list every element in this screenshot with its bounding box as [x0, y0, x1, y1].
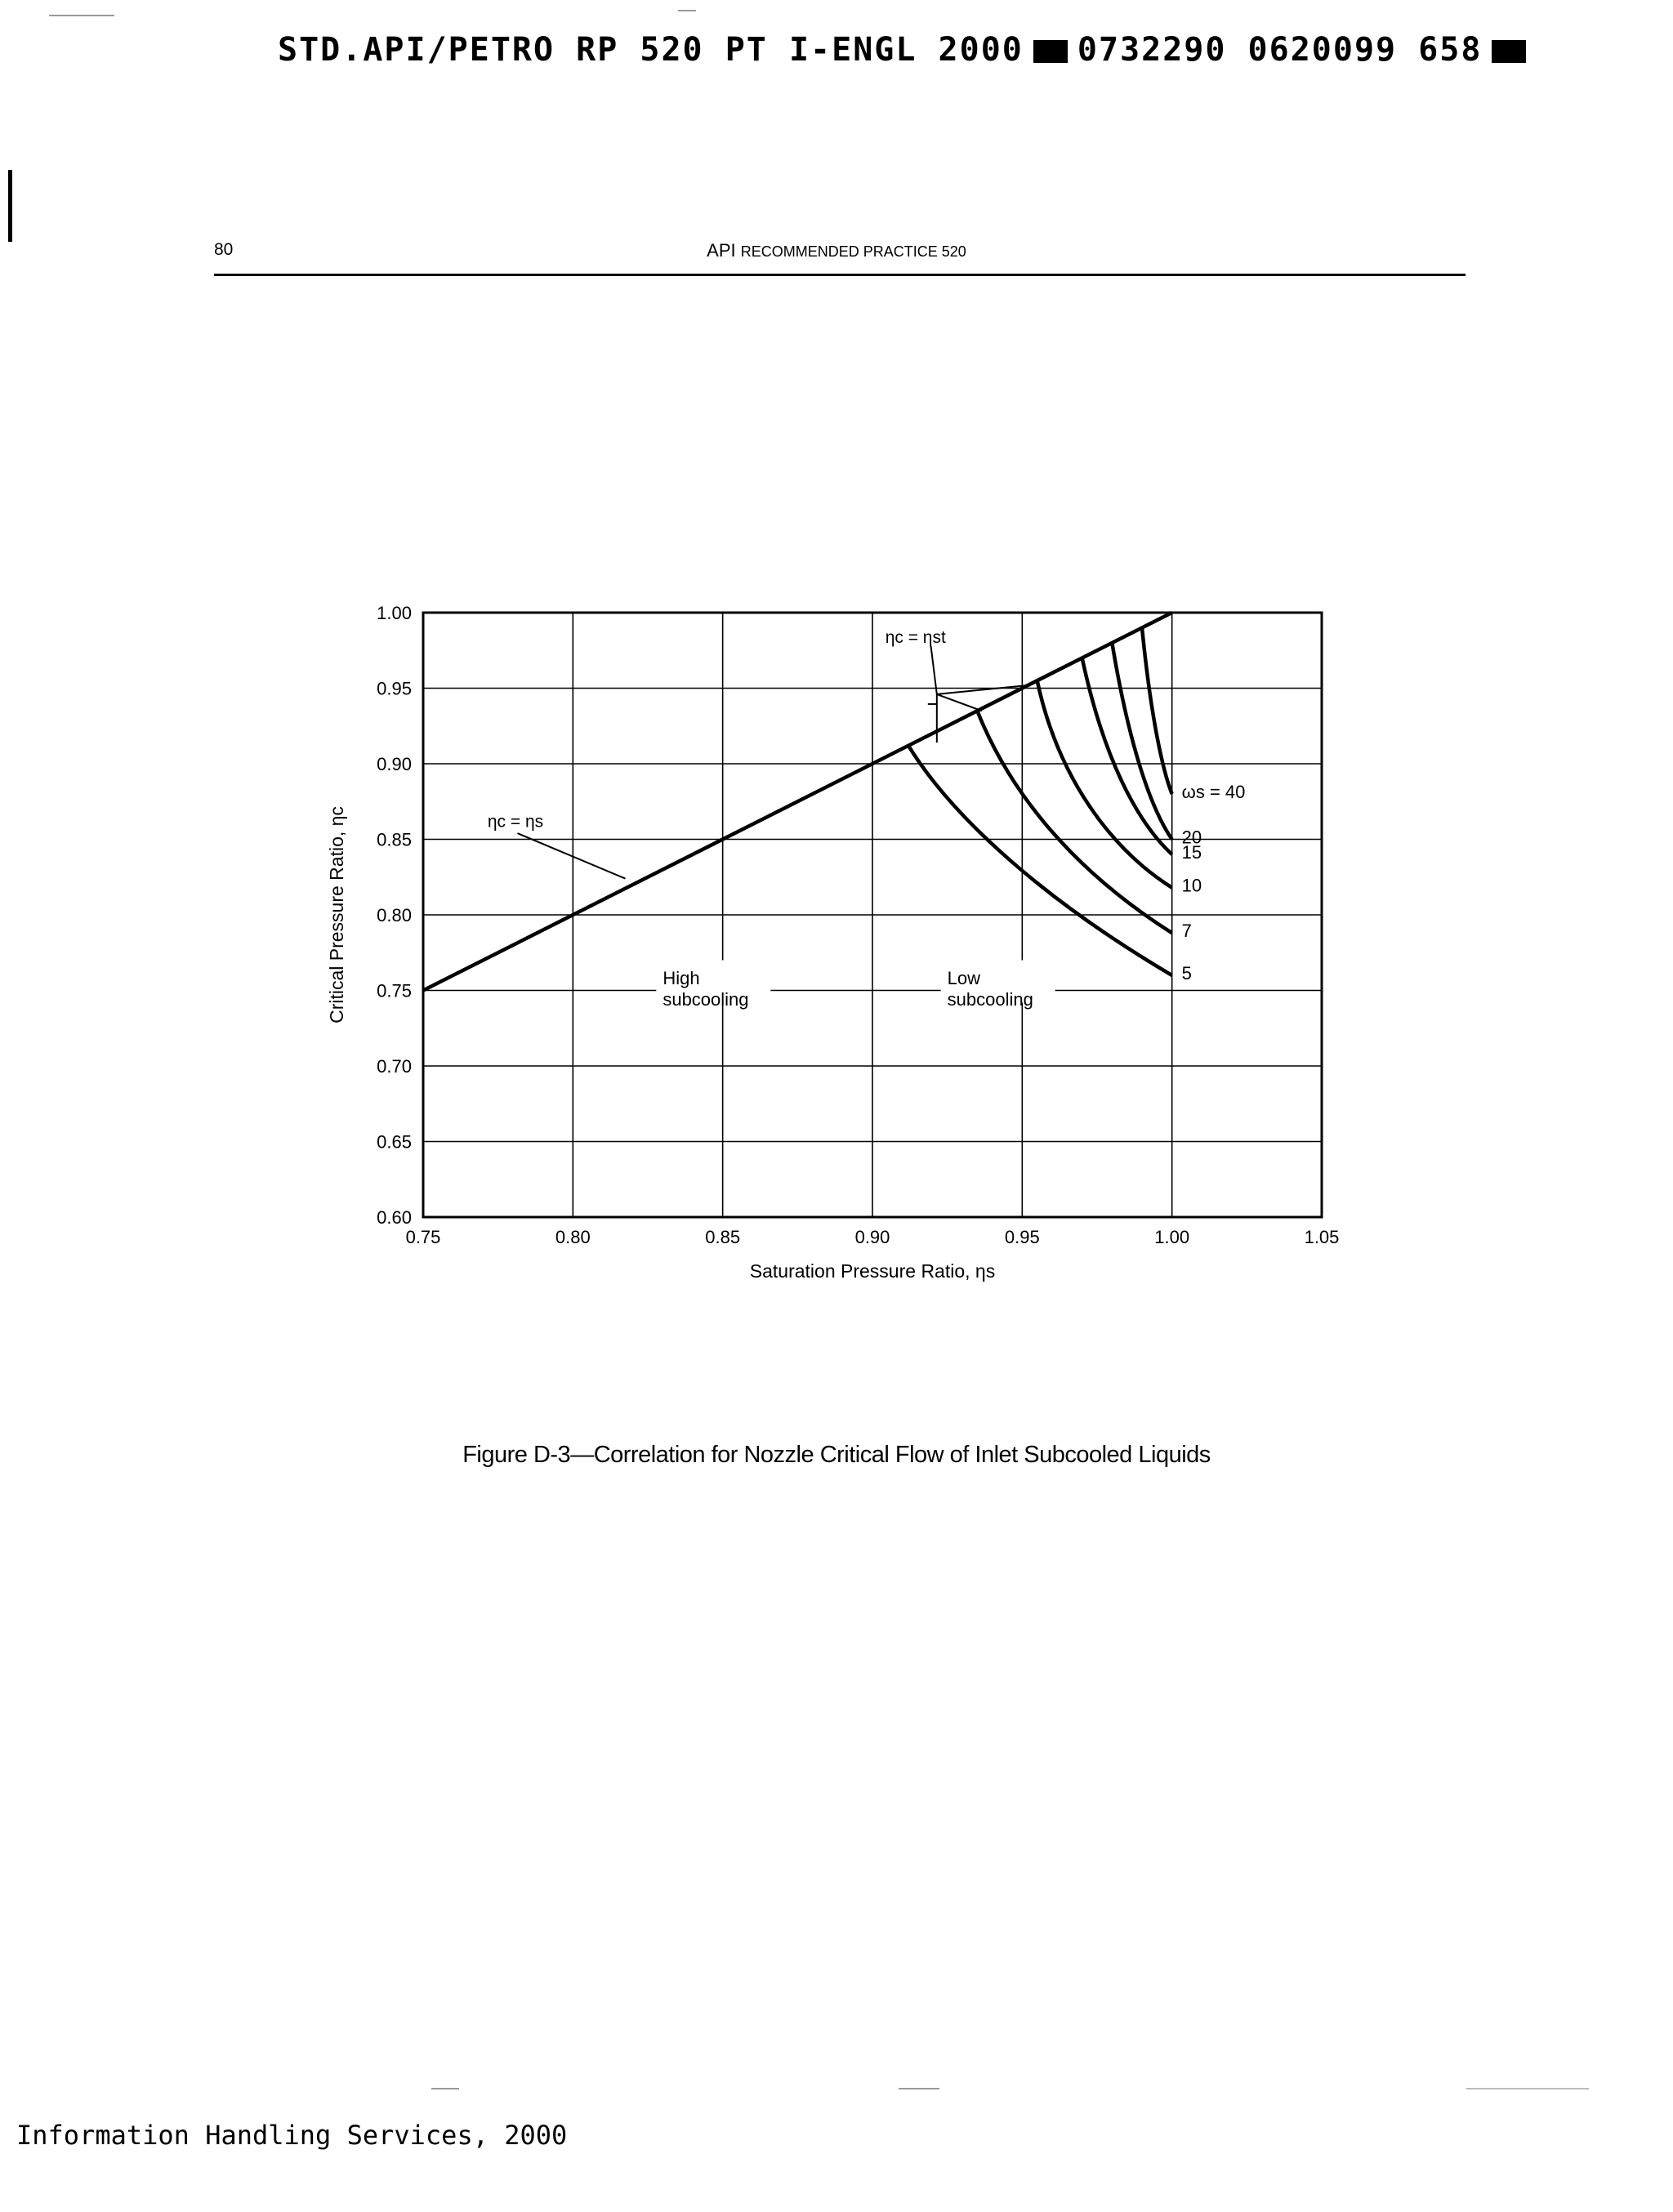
y-tick-label: 0.90: [377, 754, 412, 774]
y-tick-label: 0.95: [377, 678, 412, 699]
running-head-prefix: API: [707, 240, 736, 261]
x-tick-label: 0.95: [1004, 1227, 1040, 1247]
region-label: High: [663, 967, 700, 988]
omega-curve-label: ωs = 40: [1181, 782, 1246, 802]
correlation-chart: [310, 588, 1372, 1307]
margin-bar: [8, 170, 12, 242]
scan-speck: [899, 2088, 939, 2089]
nst-label: ηc = ηst: [885, 628, 946, 647]
y-tick-label: 0.60: [377, 1207, 412, 1228]
diagonal-label: ηc = ηs: [487, 812, 544, 832]
omega-curve-label: 5: [1181, 963, 1192, 983]
x-tick-label: 0.80: [555, 1227, 591, 1247]
omega-curve-label: 7: [1181, 921, 1192, 942]
y-tick-label: 0.75: [377, 980, 412, 1001]
running-head-title: RECOMMENDED PRACTICE 520: [740, 243, 966, 260]
x-tick-label: 1.05: [1304, 1227, 1340, 1247]
x-tick-label: 0.85: [705, 1227, 741, 1247]
omega-curve: [908, 746, 1172, 975]
y-tick-label: 0.85: [377, 829, 412, 850]
scan-speck: [49, 15, 114, 16]
y-axis-title: Critical Pressure Ratio, ηc: [326, 806, 347, 1023]
scan-speck: [431, 2088, 459, 2089]
nst-leader: [931, 646, 1030, 694]
omega-curve-label: 20: [1181, 827, 1202, 848]
y-tick-label: 0.65: [377, 1131, 412, 1153]
stamp-right-text: 0732290 0620099 658: [1077, 31, 1483, 69]
figure-caption: Figure D-3—Correlation for Nozzle Critical Flow of Inlet Subcooled Liquids: [462, 1442, 1211, 1468]
header-rule: [214, 274, 1466, 276]
document-stamp: [278, 31, 1503, 69]
y-tick-label: 0.70: [377, 1056, 412, 1077]
region-label: subcooling: [947, 988, 1033, 1010]
omega-curve: [1142, 628, 1172, 795]
x-tick-label: 1.00: [1154, 1227, 1190, 1247]
x-tick-label: 0.75: [405, 1227, 441, 1247]
y-tick-label: 1.00: [377, 603, 412, 623]
y-tick-label: 0.80: [377, 905, 412, 925]
omega-curve: [1112, 643, 1171, 840]
scan-speck: [678, 10, 696, 11]
footer-text: Information Handling Services, 2000: [16, 2120, 568, 2151]
stamp-block: [1492, 40, 1526, 63]
nst-leader: [937, 694, 982, 711]
region-label: Low: [947, 967, 981, 988]
omega-curve-label: 10: [1181, 875, 1202, 896]
page-number: 80: [214, 240, 234, 259]
running-head: [0, 240, 1673, 261]
stamp-block: [1033, 40, 1068, 63]
region-label: subcooling: [663, 988, 749, 1010]
stamp-left-text: STD.API/PETRO RP 520 PT I-ENGL 2000: [278, 31, 1024, 69]
scan-speck: [1466, 2088, 1589, 2089]
x-axis-title: Saturation Pressure Ratio, ηs: [749, 1260, 996, 1282]
diagonal-line: [423, 613, 1172, 991]
omega-curve: [1082, 658, 1172, 855]
diagonal-leader: [518, 833, 626, 879]
omega-curve-label: 15: [1181, 842, 1202, 863]
x-tick-label: 0.90: [854, 1227, 890, 1247]
